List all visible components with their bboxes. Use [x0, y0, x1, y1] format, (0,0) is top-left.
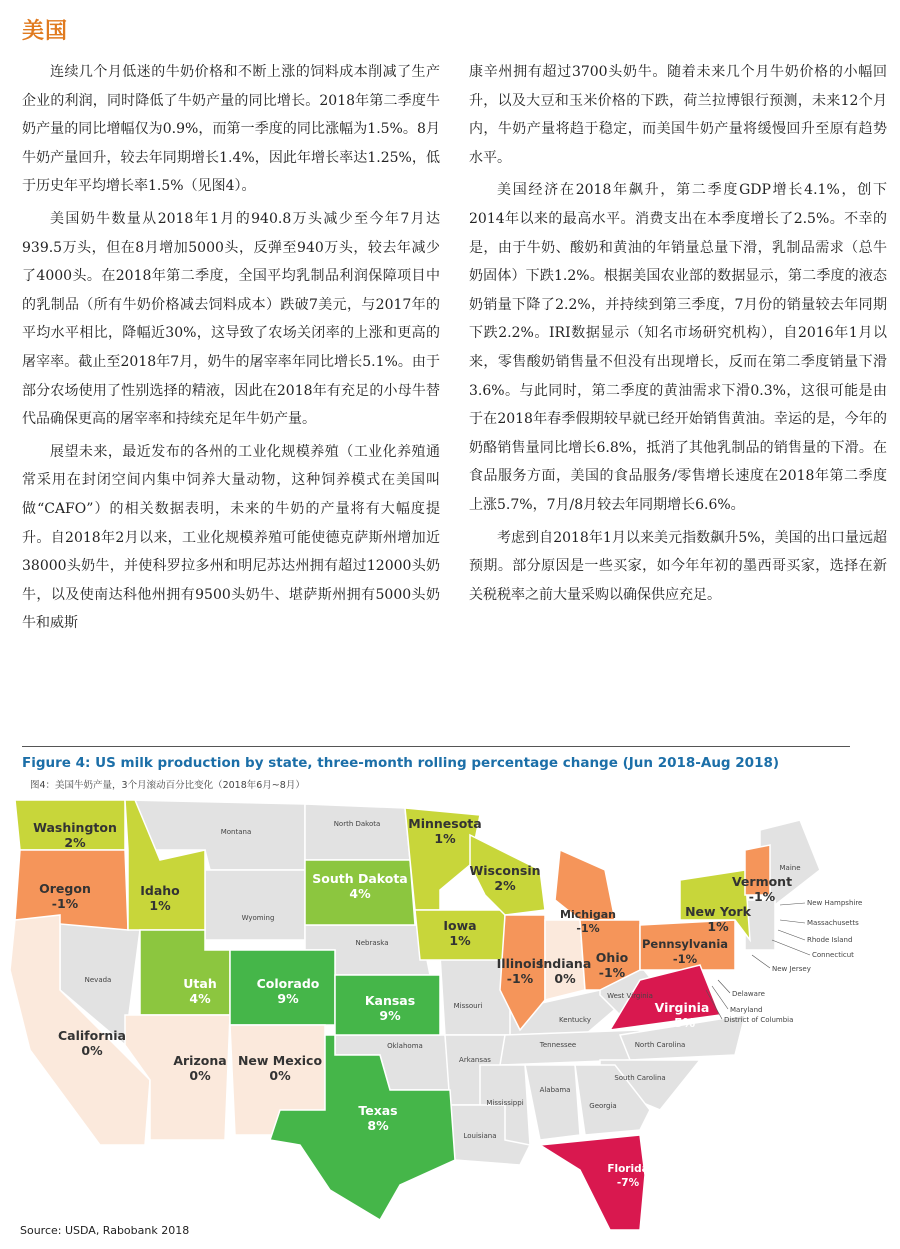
label-georgia: Georgia: [589, 1102, 617, 1110]
value-virginia: -5%: [668, 1015, 696, 1030]
state-alabama: [525, 1065, 580, 1140]
value-oregon: -1%: [51, 896, 79, 911]
label-missouri: Missouri: [453, 1002, 483, 1010]
value-idaho: 1%: [149, 898, 171, 913]
label-florida: Florida: [607, 1163, 649, 1175]
figure-source: Source: USDA, Rabobank 2018: [20, 1224, 190, 1237]
value-colorado: 9%: [277, 991, 299, 1006]
figure-divider: [22, 746, 850, 747]
label-north-carolina: North Carolina: [634, 1041, 686, 1049]
label-washington: Washington: [33, 820, 117, 835]
svg-text:Ohio-1%: [596, 950, 629, 980]
label-kansas: Kansas: [364, 993, 416, 1008]
label-montana: Montana: [220, 828, 252, 836]
right-column: [469, 58, 887, 613]
label-new-york: New York: [685, 904, 751, 919]
paragraph: 康辛州拥有超过3700头奶牛。随着未来几个月牛奶价格的小幅回升，以及大豆和玉米价格的下跌，荷兰拉博银行预测，未来12个月内，牛奶产量将趋于稳定，而美国牛奶产量将缓慢回升至原有趋势水平。: [469, 64, 887, 166]
value-iowa: 1%: [449, 933, 471, 948]
label-new-jersey: New Jersey: [772, 965, 811, 973]
label-oklahoma: Oklahoma: [387, 1042, 423, 1050]
label-wisconsin: Wisconsin: [469, 863, 541, 878]
value-pennsylvania: -1%: [672, 952, 698, 966]
label-virginia: Virginia: [654, 1000, 710, 1015]
paragraph: 连续几个月低迷的牛奶价格和不断上涨的饲料成本削减了生产企业的利润，同时降低了牛奶产量的同比增长。2018年第二季度牛奶产量的同比增幅仅为0.9%，而第一季度的同比涨幅为1.5%。8月牛奶产量回升，较去年同期增长1.4%，因此年增长率达1.25%，低于历史年平均增长率1.5%（见图4）。: [22, 64, 440, 195]
label-alabama: Alabama: [539, 1086, 571, 1094]
label-district-of-columbia: District of Columbia: [724, 1016, 794, 1024]
label-maryland: Maryland: [730, 1006, 763, 1014]
value-wisconsin: 2%: [494, 878, 516, 893]
label-arkansas: Arkansas: [459, 1056, 491, 1064]
label-utah: Utah: [183, 976, 217, 991]
label-pennsylvania: Pennsylvania: [641, 937, 729, 951]
us-state-map: [0, 790, 900, 1230]
label-connecticut: Connecticut: [812, 951, 854, 959]
label-nebraska: Nebraska: [355, 939, 389, 947]
label-maine: Maine: [779, 864, 801, 872]
state-north-dakota: [305, 804, 410, 860]
label-wyoming: Wyoming: [241, 914, 275, 922]
label-new-mexico: New Mexico: [237, 1053, 323, 1068]
value-south-dakota: 4%: [349, 886, 371, 901]
label-kentucky: Kentucky: [559, 1016, 591, 1024]
label-new-hampshire: New Hampshire: [807, 899, 863, 907]
label-colorado: Colorado: [256, 976, 320, 991]
value-illinois: -1%: [506, 971, 534, 986]
paragraph: 展望未来，最近发布的各州的工业化规模养殖（工业化养殖通常采用在封闭空间内集中饲养大量动物，这种饲养模式在美国叫做“CAFO”）的相关数据表明，未来的牛奶的产量将有大幅度提升。自2018年2月以来，工业化规模养殖可能使德克萨斯州增加近38000头奶牛，并使科罗拉多州和明尼苏达州拥有超过12000头奶牛，以及使南达科他州拥有9500头奶牛、堪萨斯州拥有5000头奶牛和威斯: [22, 443, 440, 632]
paragraph: 美国经济在2018年飙升，第二季度GDP增长4.1%，创下2014年以来的最高水平。消费支出在本季度增长了2.5%。不幸的是，由于牛奶、酸奶和黄油的年销量总量下滑，乳制品需求（总牛奶固体）下跌1.2%。根据美国农业部的数据显示，第二季度的液态奶销量下降了2.2%，并持续到第三季度，7月份的销量较去年同期下跌2.2%。IRI数据显示（知名市场研究机构），自2016年1月以来，零售酸奶销售量不但没有出现增长，反而在第二季度销量下滑3.6%。与此同时，第二季度的黄油需求下滑0.3%，这很可能是由于在2018年春季假期较早就已经开始销售黄油。幸运的是，今年的奶酪销售量同比增长6.8%，抵消了其他乳制品的销售量的下滑。在食品服务方面，美国的食品服务/零售增长速度在2018年第二季度上涨5.7%，7月/8月较去年同期增长6.6%。: [469, 182, 887, 513]
state-utah: [140, 930, 230, 1015]
value-california: 0%: [81, 1043, 103, 1058]
value-ohio: -1%: [598, 965, 626, 980]
state-wyoming: [205, 870, 305, 940]
figure-subtitle: 图4：美国牛奶产量，3个月滚动百分比变化（2018年6月~8月）: [30, 780, 305, 791]
value-michigan: -1%: [576, 922, 600, 935]
label-south-dakota: South Dakota: [312, 871, 408, 886]
label-mississippi: Mississippi: [486, 1099, 524, 1107]
label-louisiana: Louisiana: [463, 1132, 497, 1140]
label-tennessee: Tennessee: [539, 1041, 577, 1049]
label-illinois: Illinois: [496, 956, 544, 971]
label-rhode-island: Rhode Island: [807, 936, 853, 944]
label-nevada: Nevada: [84, 976, 112, 984]
value-vermont: -1%: [748, 889, 776, 904]
label-north-dakota: North Dakota: [333, 820, 381, 828]
figure-title: Figure 4: US milk production by state, three-month rolling percentage change (Jun 2018-Aug 2018): [22, 755, 780, 771]
label-west-virginia: West Virginia: [607, 992, 653, 1000]
label-michigan: Michigan: [560, 908, 616, 921]
value-arizona: 0%: [189, 1068, 211, 1083]
value-washington: 2%: [64, 835, 86, 850]
label-iowa: Iowa: [443, 918, 477, 933]
value-new-mexico: 0%: [269, 1068, 291, 1083]
label-idaho: Idaho: [140, 883, 180, 898]
label-texas: Texas: [358, 1103, 398, 1118]
paragraph: 考虑到自2018年1月以来美元指数飙升5%，美国的出口量远超预期。部分原因是一些买家，如今年年初的墨西哥买家，选择在新关税税率之前大量采购以确保供应充足。: [469, 529, 887, 603]
label-vermont: Vermont: [731, 874, 793, 889]
value-florida: -7%: [616, 1177, 640, 1189]
label-massachusetts: Massachusetts: [807, 919, 859, 927]
value-indiana: 0%: [554, 971, 576, 986]
label-south-carolina: South Carolina: [614, 1074, 666, 1082]
section-title: 美国: [22, 19, 69, 44]
label-ohio: Ohio: [595, 950, 629, 965]
value-texas: 8%: [367, 1118, 389, 1133]
label-delaware: Delaware: [732, 990, 765, 998]
value-minnesota: 1%: [434, 831, 456, 846]
value-kansas: 9%: [379, 1008, 401, 1023]
value-utah: 4%: [189, 991, 211, 1006]
paragraph: 美国奶牛数量从2018年1月的940.8万头减少至今年7月达939.5万头，但在8月增加5000头，反弹至940万头，较去年减少了4000头。在2018年第二季度，全国平均乳制品利润保障项目中的乳制品（所有牛奶价格减去饲料成本）跌破7美元，与2017年的平均水平相比，降幅近30%，这导致了农场关闭率的上涨和更高的屠宰率。截止至2018年7月，奶牛的屠宰率年同比增长5.1%。由于部分农场使用了性别选择的精液，因此在2018年有充足的小母牛替代品确保更高的屠宰率和持续充足年牛奶产量。: [22, 210, 440, 428]
label-arizona: Arizona: [173, 1053, 227, 1068]
label-minnesota: Minnesota: [408, 816, 482, 831]
left-column: [22, 58, 440, 642]
label-indiana: Indiana: [538, 956, 592, 971]
label-california: California: [58, 1028, 126, 1043]
value-new-york: 1%: [707, 919, 729, 934]
label-oregon: Oregon: [39, 881, 91, 896]
